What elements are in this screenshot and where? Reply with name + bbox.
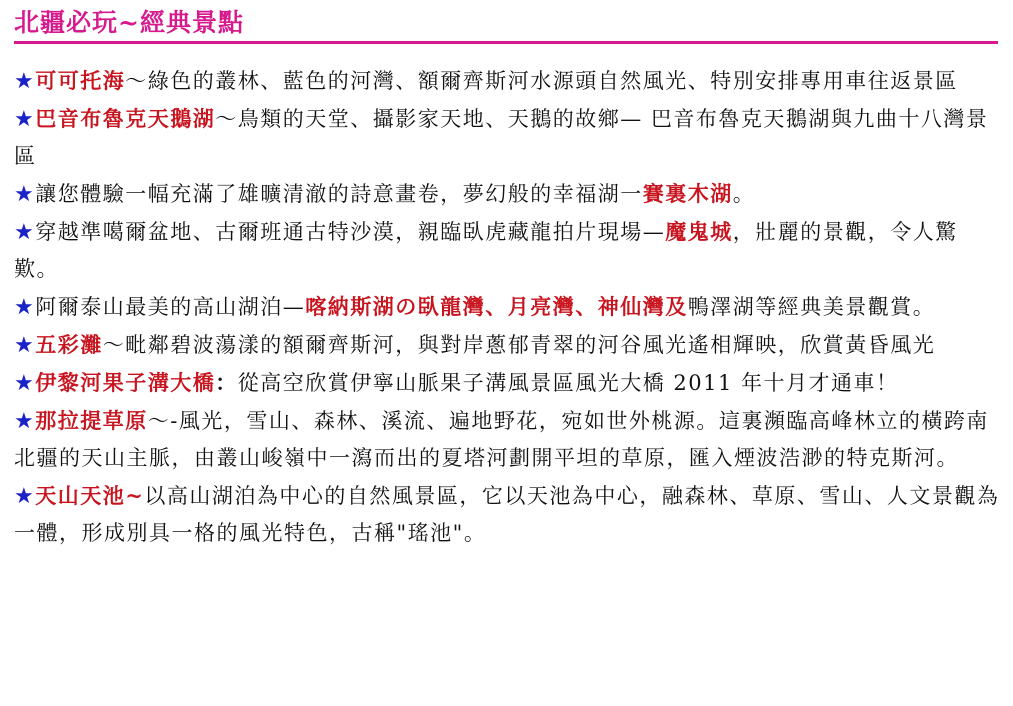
attraction-name: 喀納斯湖の臥龍灣、月亮灣、神仙灣 bbox=[305, 294, 666, 319]
attraction-item-tianchi bbox=[14, 477, 1002, 552]
attraction-description: 阿爾泰山最美的高山湖泊— bbox=[35, 295, 306, 319]
attraction-name: 天山天池 bbox=[35, 483, 126, 508]
attraction-name: 五彩灘 bbox=[35, 332, 103, 357]
attraction-item-nalati-grassland bbox=[14, 402, 1002, 477]
attraction-name: 可可托海 bbox=[35, 68, 126, 93]
attraction-description: 從高空欣賞伊寧山脈果子溝風景區風光大橋 2011 年十月才通車！ bbox=[237, 371, 899, 395]
attraction-description-end: 。 bbox=[732, 182, 756, 206]
page-title: 北疆必玩~經典景點 bbox=[14, 8, 244, 37]
attraction-item-keketuohai bbox=[14, 62, 1002, 100]
attraction-description-end: ，壯麗的景觀，令人驚歎。 bbox=[14, 220, 958, 281]
attraction-item-bayanbulak bbox=[14, 100, 1002, 175]
star-icon: ★ bbox=[14, 220, 36, 245]
star-icon: ★ bbox=[14, 409, 36, 434]
attraction-name: 伊黎河果子溝大橋 bbox=[35, 370, 216, 395]
attraction-colon: ： bbox=[215, 370, 238, 395]
attraction-item-ghost-city bbox=[14, 213, 1002, 288]
attraction-name: 魔鬼城 bbox=[665, 219, 733, 244]
star-icon: ★ bbox=[14, 69, 36, 94]
star-icon: ★ bbox=[14, 295, 36, 320]
star-icon: ★ bbox=[14, 484, 36, 509]
attraction-description: ～綠色的叢林、藍色的河灣、額爾齊斯河水源頭自然風光、特別安排專用車往返景區 bbox=[125, 69, 958, 93]
attraction-description: 穿越準噶爾盆地、古爾班通古特沙漠，親臨臥虎藏龍拍片現場— bbox=[35, 220, 666, 244]
star-icon: ★ bbox=[14, 182, 36, 207]
attraction-conjunction: 及 bbox=[665, 294, 688, 319]
attraction-description: 讓您體驗一幅充滿了雄曠清澈的詩意畫卷，夢幻般的幸福湖一 bbox=[35, 182, 643, 206]
attraction-item-kanas-lake bbox=[14, 288, 1002, 326]
attraction-description: ～鳥類的天堂、攝影家天地、天鵝的故鄉— 巴音布魯克天鵝湖與九曲十八灣景區 bbox=[14, 107, 989, 168]
attraction-description-end: 鴨澤湖等經典美景觀賞。 bbox=[687, 295, 936, 319]
title-underline bbox=[14, 41, 998, 44]
attraction-name: 賽裏木湖 bbox=[642, 181, 733, 206]
attraction-description: ～毗鄰碧波蕩漾的額爾齊斯河，與對岸蔥郁青翠的河谷風光遙相輝映，欣賞黃昏風光 bbox=[102, 333, 936, 357]
attraction-list bbox=[14, 62, 1002, 552]
star-icon: ★ bbox=[14, 371, 36, 396]
attraction-description: ～-風光，雪山、森林、溪流、遍地野花，宛如世外桃源。這裏瀕臨高峰林立的橫跨南北疆的天山主脈，由叢山峻嶺中一瀉而出的夏塔河劃開平坦的草原，匯入煙波浩渺的特克斯河。 bbox=[14, 409, 989, 470]
attraction-item-guozigou-bridge bbox=[14, 364, 1002, 402]
attraction-name: 那拉提草原 bbox=[35, 408, 148, 433]
attraction-description: 以高山湖泊為中心的自然風景區，它以天池為中心，融森林、草原、雪山、人文景觀為一體，形成別具一格的風光特色，古稱"瑤池"。 bbox=[14, 484, 1000, 545]
attraction-item-colorful-beach bbox=[14, 326, 1002, 364]
title-row bbox=[14, 6, 1003, 40]
star-icon: ★ bbox=[14, 107, 36, 132]
star-icon: ★ bbox=[14, 333, 36, 358]
attraction-name: 巴音布魯克天鵝湖 bbox=[35, 106, 216, 131]
attraction-tilde: ~ bbox=[125, 483, 145, 508]
attraction-item-sayram-lake bbox=[14, 175, 1002, 213]
